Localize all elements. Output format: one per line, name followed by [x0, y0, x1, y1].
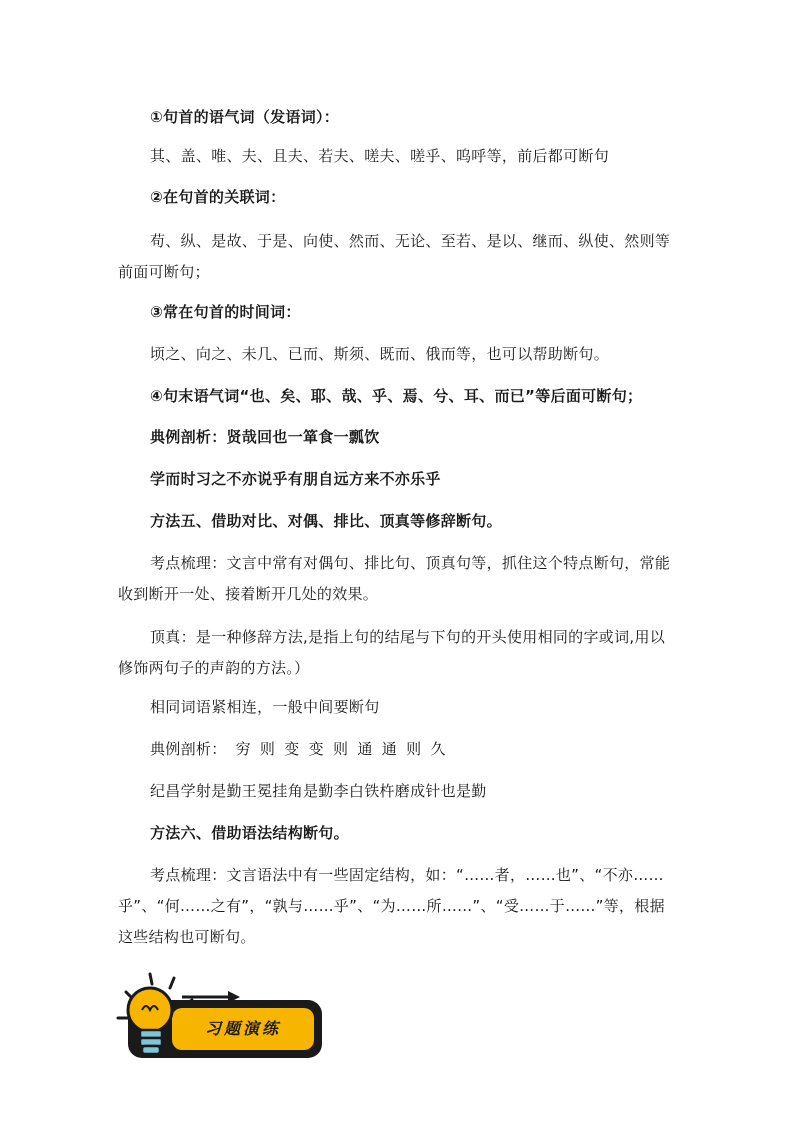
- exercise-banner: [112, 970, 327, 1065]
- heading-conjunctions: ②在句首的关联词：: [150, 188, 286, 206]
- method-six-heading: 方法六、借助语法结构断句。: [150, 824, 349, 842]
- heading-final-particles: ④句末语气词“也、矣、耶、哉、乎、焉、兮、耳、而已”等后面可断句；: [150, 387, 643, 405]
- heading-time-words: ③常在句首的时间词：: [150, 303, 301, 321]
- lightbulb-icon: [120, 980, 200, 1075]
- example-analysis-2: 典例剖析： 穷 则 变 变 则 通 通 则 久: [150, 740, 446, 758]
- text-sentence-initial-particles: 其、盖、唯、夫、且夫、若夫、嗟夫、嗟乎、呜呼等，前后都可断句: [150, 147, 610, 165]
- method-five-explanation: 考点梳理：文言中常有对偶句、排比句、顶真句等，抓住这个特点断句，常能收到断开一处、接着断开几处的效果。: [118, 554, 671, 603]
- banner-label: 习题演练: [204, 1019, 281, 1038]
- text-conjunctions: 苟、纵、是故、于是、向使、然而、无论、至若、是以、继而、纵使、然则等前面可断句；: [118, 232, 671, 281]
- example-analysis-1b: 学而时习之不亦说乎有朋自远方来不亦乐乎: [150, 470, 441, 488]
- dingzhen-definition: 顶真：是一种修辞方法,是指上句的结尾与下句的开头使用相同的字或词,用以修饰两句子的声韵的方法。）: [118, 628, 666, 677]
- text-time-words: 顷之、向之、未几、已而、斯须、既而、俄而等，也可以帮助断句。: [150, 345, 610, 363]
- same-words-rule: 相同词语紧相连，一般中间要断句: [150, 698, 380, 716]
- heading-sentence-initial-particles: ①句首的语气词（发语词）：: [150, 108, 340, 126]
- example-analysis-3: 纪昌学射是勤王冕挂角是勤李白铁杵磨成针也是勤: [150, 782, 487, 800]
- method-six-explanation: 考点梳理：文言语法中有一些固定结构，如：“……者，……也”、“不亦……乎”、“何……之有”，“孰与……乎”、“为……所……”、“受……于……”等，根据这些结构也可断句。: [118, 866, 665, 946]
- example-analysis-1: 典例剖析：贤哉回也一箪食一瓢饮: [150, 428, 380, 446]
- method-five-heading: 方法五、借助对比、对偶、排比、顶真等修辞断句。: [150, 512, 502, 530]
